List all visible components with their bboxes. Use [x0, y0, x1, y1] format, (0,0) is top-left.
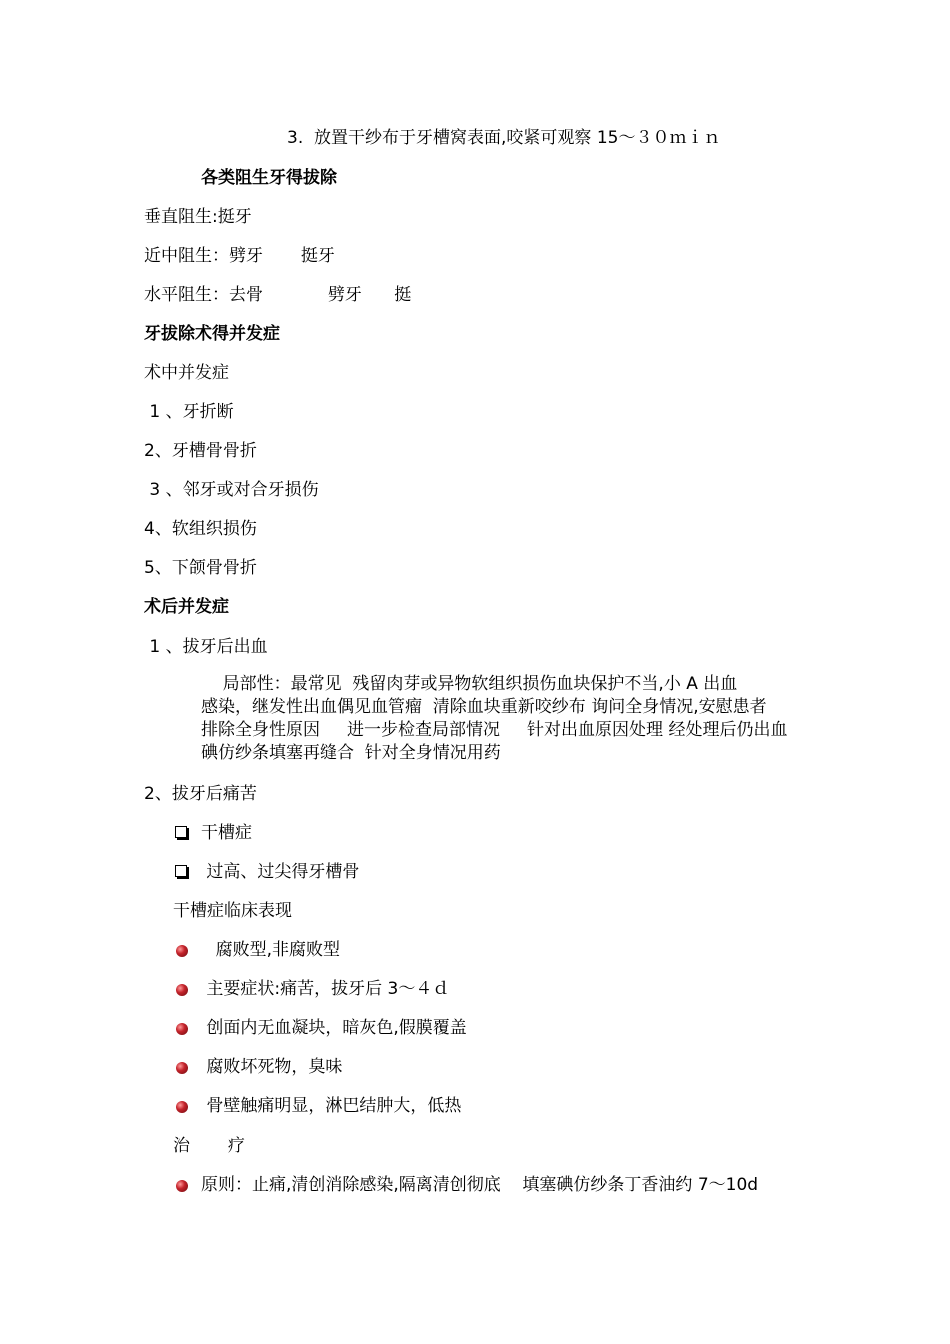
red-bullet-icon	[176, 1023, 188, 1035]
heading-complications: 牙拔除术得并发症	[144, 324, 280, 344]
complication-item: 4、软组织损伤	[144, 519, 257, 539]
heading-postop-complications: 术后并发症	[144, 597, 229, 617]
postop-item-bleeding: 1 、拔牙后出血	[144, 637, 268, 657]
list-item: 腐败型,非腐败型	[194, 940, 341, 960]
red-bullet-icon	[176, 1101, 188, 1113]
postop-item-pain: 2、拔牙后痛苦	[144, 784, 257, 804]
red-bullet-icon	[176, 945, 188, 957]
checkbox-square-icon	[175, 826, 187, 838]
list-item: 创面内无血凝块，暗灰色,假膜覆盖	[201, 1018, 467, 1038]
complication-item: 5、下颌骨骨折	[144, 558, 257, 578]
list-item: 主要症状:痛苦，拔牙后 3～４ｄ	[201, 979, 450, 999]
mesial-impaction: 近中阻生：劈牙 挺牙	[144, 246, 335, 266]
paragraph-line: 碘仿纱条填塞再缝合 针对全身情况用药	[201, 743, 501, 763]
treatment-heading: 治 疗	[173, 1136, 245, 1156]
intraoperative-complications: 术中并发症	[144, 363, 229, 383]
vertical-impaction: 垂直阻生:挺牙	[144, 207, 252, 227]
paragraph-line: 排除全身性原因 进一步检查局部情况 针对出血原因处理 经处理后仍出血	[201, 720, 788, 740]
list-item: 原则：止痛,清创消除感染,隔离清创彻底 填塞碘仿纱条丁香油约 7～10d	[201, 1175, 759, 1195]
horizontal-impaction: 水平阻生：去骨 劈牙 挺	[144, 285, 412, 305]
bleeding-paragraph	[201, 673, 811, 765]
red-bullet-icon	[176, 1062, 188, 1074]
complication-item: 1 、牙折断	[144, 402, 234, 422]
paragraph-line: 局部性：最常见 残留肉芽或异物软组织损伤血块保护不当,小 A 出血	[201, 674, 738, 694]
red-bullet-icon	[176, 1180, 188, 1192]
heading-impacted-teeth: 各类阻生牙得拔除	[201, 168, 337, 188]
dry-socket-heading: 干槽症临床表现	[173, 901, 292, 921]
step-3-text: 3. 放置干纱布于牙槽窝表面,咬紧可观察 15～３０ｍｉｎ	[287, 128, 721, 148]
complication-item: 2、牙槽骨骨折	[144, 441, 257, 461]
list-item: 干槽症	[201, 823, 252, 843]
paragraph-line: 感染，继发性出血偶见血管瘤 清除血块重新咬纱布 询问全身情况,安慰患者	[201, 697, 767, 717]
red-bullet-icon	[176, 984, 188, 996]
list-item: 腐败坏死物，臭味	[201, 1057, 343, 1077]
list-item: 骨壁触痛明显，淋巴结肿大，低热	[201, 1096, 462, 1116]
list-item: 过高、过尖得牙槽骨	[201, 862, 360, 882]
checkbox-square-icon	[175, 865, 187, 877]
complication-item: 3 、邻牙或对合牙损伤	[144, 480, 319, 500]
